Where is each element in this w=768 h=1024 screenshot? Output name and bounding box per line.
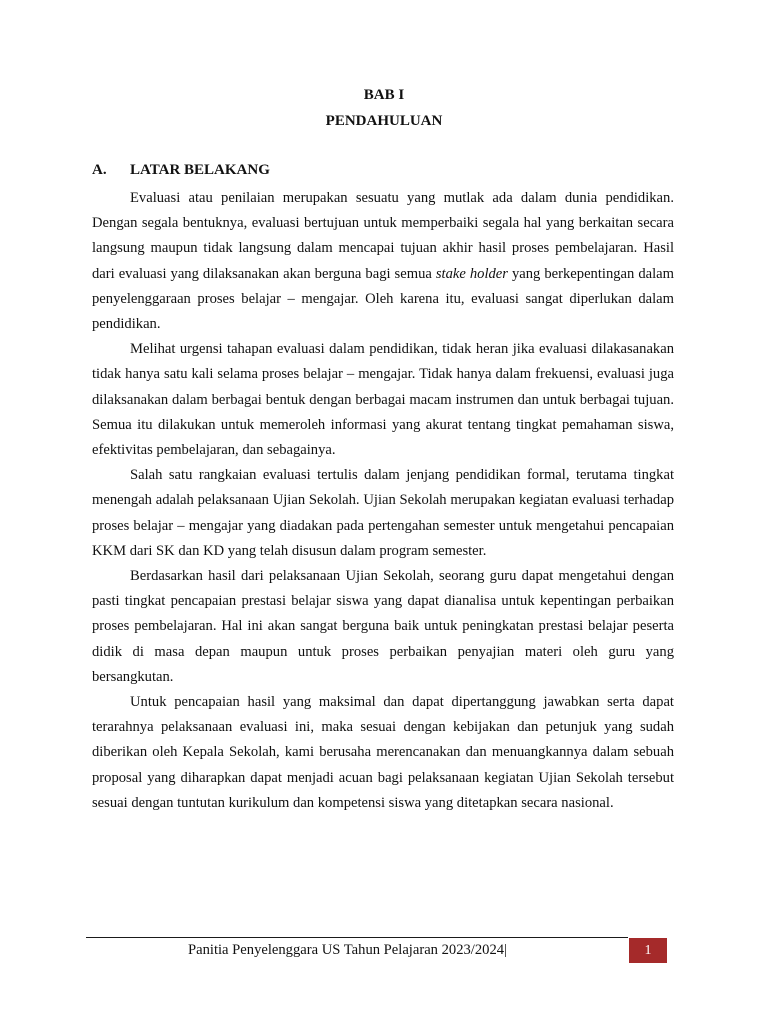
paragraph-1 xyxy=(92,186,674,337)
paragraph-5: Untuk pencapaian hasil yang maksimal dan dapat dipertanggung jawabkan serta dapat terarahnya pelaksanaan evaluasi ini, maka sesuai dengan kebijakan dan petunjuk yang sudah diberikan oleh Kepala Sekolah, kami berusaha merencanakan dan menuangkannya dalam sebuah proposal yang diharapkan dapat menjadi acuan bagi pelaksanaan kegiatan Ujian Sekolah tersebut sesuai dengan tuntutan kurikulum dan kompetensi siswa yang ditetapkan secara nasional. xyxy=(92,694,674,811)
body-text xyxy=(92,186,674,816)
footer-text: Panitia Penyelenggara US Tahun Pelajaran 2023/2024| xyxy=(188,942,507,958)
paragraph-1-before: Evaluasi atau penilaian merupakan sesuatu yang mutlak ada dalam dunia pendidikan. Dengan segala bentuknya, evaluasi bertujuan untuk memperbaiki segala hal yang berkaitan secara langsung maupun tidak langsung dalam mencapai tujuan akhir hasil proses pembelajaran. Hasil dari evaluasi yang dilaksanakan akan berguna bagi semua xyxy=(92,190,674,282)
section-heading xyxy=(92,162,270,179)
section-letter: A. xyxy=(92,162,107,178)
paragraph-2: Melihat urgensi tahapan evaluasi dalam pendidikan, tidak heran jika evaluasi dilakasanakan tidak hanya satu kali selama proses belajar – mengajar. Tidak hanya dalam frekuensi, evaluasi juga dilaksanakan dalam berbagai bentuk dengan berbagai macam instrumen dan untuk berbagai tujuan. Semua itu dilakukan untuk memeroleh informasi yang akurat tentang tingkat pemahaman siswa, efektivitas pembelajaran, dan sebagainya. xyxy=(92,341,674,459)
paragraph-1-emphasis: stake holder xyxy=(435,265,508,282)
chapter-title: PENDAHULUAN xyxy=(325,113,443,129)
chapter-number: BAB I xyxy=(363,87,405,103)
footer-divider xyxy=(86,937,628,938)
paragraph-4: Berdasarkan hasil dari pelaksanaan Ujian Sekolah, seorang guru dapat mengetahui dengan pasti tingkat pencapaian prestasi belajar siswa yang dapat dianalisa untuk kepentingan perbaikan proses pembelajaran. Hal ini akan sangat berguna baik untuk peningkatan prestasi belajar peserta didik di masa depan maupun untuk proses perbaikan penyajian materi oleh guru yang bersangkutan. xyxy=(92,568,674,685)
paragraph-3: Salah satu rangkaian evaluasi tertulis dalam jenjang pendidikan formal, terutama tingkat menengah adalah pelaksanaan Ujian Sekolah. Ujian Sekolah merupakan kegiatan evaluasi terhadap proses belajar – mengajar yang diadakan pada pertengahan semester untuk mengetahui pencapaian KKM dari SK dan KD yang telah disusun dalam program semester. xyxy=(92,467,674,559)
section-title: LATAR BELAKANG xyxy=(130,162,270,178)
page-number-badge: 1 xyxy=(629,938,667,963)
paragraph-1-after: yang berkepentingan dalam penyelenggaraan proses belajar – mengajar. Oleh karena itu, evaluasi sangat diperlukan dalam pendidikan. xyxy=(92,265,674,333)
